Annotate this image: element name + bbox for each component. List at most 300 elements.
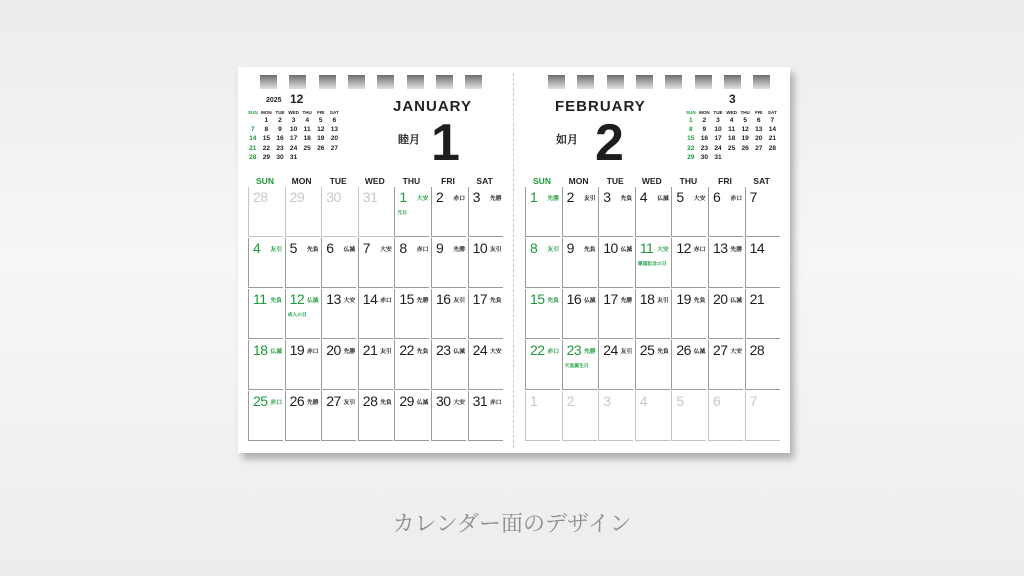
day-cell	[745, 187, 780, 237]
day-number: 25	[639, 342, 655, 358]
mini-day: 12	[741, 126, 749, 134]
day-cell	[708, 238, 743, 288]
day-cell	[468, 187, 503, 237]
mini-day: 28	[768, 144, 777, 152]
big-month-number: 1	[431, 114, 460, 172]
mini-weekday-label: FRI	[755, 110, 763, 115]
mini-day: 1	[264, 117, 269, 124]
day-cell	[525, 187, 560, 237]
mini-day: 2	[702, 117, 707, 124]
day-cell	[671, 340, 706, 390]
rokuyo-label: 先勝	[547, 196, 559, 202]
mini-day: 31	[289, 153, 298, 161]
rokuyo-label: 先負	[693, 298, 706, 304]
mini-day: 11	[728, 126, 736, 134]
binding-hole	[289, 75, 306, 89]
day-number: 27	[326, 393, 341, 409]
rokuyo-label: 先勝	[620, 298, 633, 304]
mini-weekday-label: FRI	[317, 110, 325, 115]
day-number: 7	[749, 393, 757, 409]
day-number: 8	[530, 240, 538, 256]
day-cell	[394, 289, 429, 339]
rokuyo-label: 先負	[547, 298, 559, 304]
day-number: 12	[289, 291, 305, 307]
day-cell	[321, 238, 356, 288]
mini-day: 28	[249, 153, 257, 161]
mini-day: 17	[289, 135, 298, 143]
mini-day: 6	[332, 117, 337, 124]
day-cell	[745, 238, 780, 288]
big-month-number: 2	[595, 114, 624, 172]
day-number: 10	[603, 240, 618, 256]
day-cell	[562, 340, 597, 390]
day-number: 5	[676, 189, 684, 205]
day-number: 3	[603, 393, 611, 409]
rokuyo-label: 赤口	[547, 349, 559, 355]
mini-day: 25	[727, 144, 736, 152]
holiday-label: 天皇誕生日	[564, 364, 589, 369]
rokuyo-label: 友引	[657, 298, 669, 304]
day-cell	[562, 187, 597, 237]
day-number: 30	[326, 189, 341, 205]
rokuyo-label: 先勝	[343, 349, 356, 355]
rokuyo-label: 先勝	[730, 247, 742, 253]
rokuyo-label: 友引	[583, 196, 596, 202]
kanji-month: 如月	[556, 133, 578, 146]
mini-weekday-label: THU	[302, 110, 312, 115]
day-number: 17	[472, 291, 488, 307]
mini-day	[766, 153, 780, 162]
binding-hole	[348, 75, 365, 89]
mini-day: 16	[276, 135, 284, 143]
rokuyo-label: 大安	[657, 247, 669, 253]
day-cell	[468, 340, 503, 390]
calendar-page-february	[514, 67, 790, 453]
mini-weekday-label: THU	[740, 110, 750, 115]
rokuyo-label: 大安	[343, 298, 356, 304]
day-cell	[394, 340, 429, 390]
day-cell	[321, 187, 356, 237]
day-number: 16	[436, 291, 451, 307]
rokuyo-label: 大安	[730, 349, 742, 355]
holiday-label: 建国記念の日	[637, 262, 667, 267]
day-cell	[525, 340, 560, 390]
mini-day: 10	[289, 126, 298, 134]
day-number: 29	[399, 393, 414, 409]
day-number: 4	[639, 393, 648, 409]
binding-holes	[238, 75, 514, 91]
day-cell	[358, 238, 393, 288]
day-number: 2	[436, 189, 444, 205]
mini-day: 22	[687, 144, 695, 152]
binding-holes	[514, 75, 790, 91]
day-number: 13	[326, 291, 341, 307]
day-cell	[358, 289, 393, 339]
rokuyo-label: 仏滅	[620, 247, 633, 253]
day-number: 28	[362, 393, 378, 409]
day-number: 30	[436, 393, 451, 409]
day-number: 7	[362, 240, 371, 256]
mini-day: 14	[249, 135, 257, 143]
mini-day: 23	[700, 144, 709, 152]
day-number: 15	[399, 291, 414, 307]
rokuyo-label: 仏滅	[657, 196, 669, 202]
weekday-fri: FRI	[441, 176, 455, 186]
day-cell	[598, 187, 633, 237]
day-number: 26	[676, 342, 691, 358]
rokuyo-label: 仏滅	[270, 349, 282, 355]
binding-hole	[665, 75, 682, 89]
day-number: 14	[362, 291, 378, 307]
day-cell	[562, 391, 597, 441]
rokuyo-label: 仏滅	[306, 298, 319, 304]
mini-day: 13	[330, 126, 339, 134]
rokuyo-label: 友引	[343, 400, 356, 406]
rokuyo-label: 先負	[416, 349, 429, 355]
weekday-fri: FRI	[718, 176, 732, 186]
day-number: 31	[472, 393, 488, 409]
mini-day: 30	[276, 153, 284, 161]
day-cell	[431, 289, 466, 339]
mini-day: 8	[264, 126, 269, 134]
binding-hole	[636, 75, 653, 89]
day-number: 28	[253, 189, 268, 205]
mini-day: 26	[317, 144, 325, 152]
mini-day: 30	[700, 153, 709, 161]
rokuyo-label: 先勝	[416, 298, 429, 304]
mini-calendar-prev	[246, 93, 341, 162]
day-cell	[745, 340, 780, 390]
weekday-tue: TUE	[329, 176, 347, 186]
day-cell	[321, 340, 356, 390]
binding-hole	[724, 75, 741, 89]
rokuyo-label: 仏滅	[693, 349, 706, 355]
mini-day: 20	[330, 135, 339, 143]
day-number: 29	[289, 189, 305, 205]
weekday-wed: WED	[364, 176, 385, 186]
day-number: 18	[639, 291, 655, 307]
mini-day: 22	[262, 144, 271, 152]
day-cell	[635, 289, 670, 339]
day-cell	[708, 289, 743, 339]
rokuyo-label: 仏滅	[730, 298, 742, 304]
mini-calendar-next	[684, 93, 779, 162]
day-number: 9	[436, 240, 444, 256]
day-cell	[248, 187, 283, 237]
day-cell	[431, 187, 466, 237]
rokuyo-label: 大安	[453, 400, 465, 406]
mini-day	[738, 153, 752, 162]
rokuyo-label: 赤口	[730, 196, 742, 202]
mini-year: 2025	[266, 97, 282, 104]
day-cell	[598, 289, 633, 339]
holiday-label: 元日	[397, 211, 407, 216]
mini-day	[328, 153, 342, 162]
day-number: 9	[566, 240, 574, 256]
day-cell	[468, 391, 503, 441]
day-number: 2	[566, 189, 574, 205]
day-cell	[394, 391, 429, 441]
day-number: 25	[253, 393, 268, 409]
mini-weekday-label: MON	[699, 110, 710, 115]
day-cell	[394, 238, 429, 288]
mini-day: 26	[741, 144, 749, 152]
day-cell	[285, 391, 320, 441]
day-number: 23	[436, 342, 451, 358]
day-number: 4	[639, 189, 648, 205]
day-number: 20	[326, 342, 341, 358]
binding-hole	[377, 75, 394, 89]
mini-day: 13	[755, 126, 763, 134]
rokuyo-label: 友引	[453, 298, 465, 304]
mini-grid	[246, 109, 341, 162]
day-cell	[285, 187, 320, 237]
rokuyo-label: 先勝	[583, 349, 596, 355]
rokuyo-label: 赤口	[270, 400, 282, 406]
weekday-sat: SAT	[753, 176, 770, 186]
rokuyo-label: 大安	[693, 196, 706, 202]
day-number: 31	[362, 189, 378, 205]
month-name: JANUARY	[393, 98, 472, 115]
mini-weekday-label: MON	[261, 110, 272, 115]
rokuyo-label: 赤口	[306, 349, 319, 355]
day-number: 24	[472, 342, 488, 358]
day-cell	[562, 289, 597, 339]
day-number: 22	[399, 342, 414, 358]
rokuyo-label: 赤口	[416, 247, 429, 253]
mini-day: 24	[714, 144, 722, 152]
day-number: 24	[603, 342, 618, 358]
day-cell	[468, 289, 503, 339]
mini-day: 25	[303, 144, 311, 152]
mini-day: 7	[250, 126, 255, 134]
mini-day	[752, 153, 766, 162]
day-number: 11	[253, 291, 267, 307]
rokuyo-label: 先負	[306, 247, 319, 253]
day-cell	[431, 391, 466, 441]
day-cell	[635, 238, 670, 288]
day-cell	[745, 289, 780, 339]
rokuyo-label: 仏滅	[453, 349, 465, 355]
day-number: 6	[713, 393, 721, 409]
rokuyo-label: 先負	[620, 196, 633, 202]
rokuyo-label: 先勝	[489, 196, 502, 202]
rokuyo-label: 赤口	[380, 298, 392, 304]
day-number: 5	[289, 240, 297, 256]
rokuyo-label: 先負	[489, 298, 502, 304]
mini-day: 29	[687, 153, 695, 161]
day-cell	[635, 187, 670, 237]
day-number: 21	[362, 342, 378, 358]
day-cell	[708, 391, 743, 441]
rokuyo-label: 仏滅	[583, 298, 596, 304]
mini-day: 7	[770, 117, 775, 124]
mini-day: 3	[716, 117, 720, 124]
rokuyo-label: 赤口	[693, 247, 706, 253]
day-cell	[358, 340, 393, 390]
day-cell	[358, 187, 393, 237]
rokuyo-label: 先勝	[306, 400, 319, 406]
rokuyo-label: 赤口	[453, 196, 465, 202]
mini-day: 10	[714, 126, 722, 134]
day-cell	[321, 289, 356, 339]
mini-day: 21	[768, 135, 777, 143]
mini-weekday-label: SAT	[767, 110, 777, 115]
mini-day: 21	[249, 144, 257, 152]
mini-day: 20	[755, 135, 763, 143]
mini-day: 9	[702, 126, 707, 134]
mini-day: 24	[289, 144, 298, 152]
weekday-mon: MON	[291, 176, 312, 186]
day-cell	[745, 391, 780, 441]
mini-day: 5	[743, 117, 747, 124]
day-number: 12	[676, 240, 691, 256]
day-cell	[248, 340, 283, 390]
day-number: 1	[530, 393, 538, 409]
mini-day: 19	[741, 135, 749, 143]
binding-hole	[577, 75, 594, 89]
month-name: FEBRUARY	[555, 98, 646, 115]
binding-hole	[753, 75, 770, 89]
day-cell	[635, 340, 670, 390]
day-cell	[598, 391, 633, 441]
binding-hole	[260, 75, 277, 89]
rokuyo-label: 友引	[270, 247, 282, 253]
day-cell	[671, 187, 706, 237]
day-grid	[238, 187, 514, 442]
mini-weekday-label: SAT	[329, 110, 339, 115]
mini-day: 5	[318, 117, 323, 124]
mini-day: 6	[756, 117, 761, 124]
day-cell	[525, 289, 560, 339]
day-number: 20	[713, 291, 728, 307]
day-number: 14	[749, 240, 765, 256]
mini-weekday-label: SUN	[247, 110, 258, 115]
day-grid	[514, 187, 790, 442]
mini-month: 3	[729, 92, 736, 106]
day-number: 5	[676, 393, 684, 409]
mini-weekday-label: TUE	[713, 110, 723, 115]
mini-day	[314, 153, 328, 162]
day-cell	[358, 391, 393, 441]
day-number: 3	[603, 189, 611, 205]
weekday-sat: SAT	[476, 176, 493, 186]
mini-day: 19	[317, 135, 325, 143]
mini-day: 14	[768, 126, 777, 134]
day-cell	[525, 391, 560, 441]
mini-day: 27	[755, 144, 763, 152]
day-cell	[248, 289, 283, 339]
rokuyo-label: 仏滅	[416, 400, 429, 406]
mini-day: 17	[714, 135, 722, 143]
rokuyo-label: 友引	[547, 247, 559, 253]
day-number: 16	[566, 291, 582, 307]
weekday-sun: SUN	[533, 176, 551, 186]
day-cell	[431, 238, 466, 288]
mini-day: 1	[688, 117, 693, 124]
day-cell	[285, 289, 320, 339]
mini-day: 15	[262, 135, 271, 143]
day-number: 17	[603, 291, 618, 307]
mini-day: 27	[330, 144, 339, 152]
rokuyo-label: 友引	[380, 349, 392, 355]
day-cell	[248, 238, 283, 288]
holiday-label: 成人の日	[287, 313, 307, 318]
day-number: 8	[399, 240, 407, 256]
rokuyo-label: 先勝	[453, 247, 465, 253]
day-number: 10	[472, 240, 488, 256]
rokuyo-label: 大安	[380, 247, 392, 253]
day-number: 23	[566, 342, 582, 358]
day-cell	[671, 238, 706, 288]
day-number: 21	[749, 291, 765, 307]
day-number: 11	[639, 240, 654, 256]
kanji-month: 睦月	[398, 133, 420, 146]
day-number: 1	[399, 189, 407, 205]
weekday-wed: WED	[641, 176, 662, 186]
day-number: 19	[676, 291, 691, 307]
day-cell	[708, 187, 743, 237]
mini-day: 9	[278, 126, 282, 134]
day-cell	[598, 238, 633, 288]
mini-day: 31	[714, 153, 722, 161]
mini-day: 12	[317, 126, 325, 134]
mini-day: 4	[729, 117, 734, 124]
mini-day: 16	[700, 135, 709, 143]
day-number: 4	[253, 240, 261, 256]
day-cell	[525, 238, 560, 288]
rokuyo-label: 先負	[583, 247, 596, 253]
mini-day: 4	[305, 117, 309, 124]
day-number: 22	[530, 342, 545, 358]
weekday-sun: SUN	[256, 176, 274, 186]
rokuyo-label: 仏滅	[343, 247, 356, 253]
mini-weekday-label: TUE	[275, 110, 285, 115]
rokuyo-label: 先負	[270, 298, 282, 304]
binding-hole	[436, 75, 453, 89]
day-number: 13	[713, 240, 728, 256]
binding-hole	[607, 75, 624, 89]
binding-hole	[465, 75, 482, 89]
day-cell	[394, 187, 429, 237]
mini-day: 15	[687, 135, 695, 143]
day-number: 6	[326, 240, 334, 256]
mini-day: 18	[727, 135, 736, 143]
mini-day: 29	[262, 153, 271, 161]
day-number: 6	[713, 189, 721, 205]
binding-hole	[407, 75, 424, 89]
mini-day	[300, 153, 314, 162]
weekday-thu: THU	[402, 176, 421, 186]
day-number: 7	[749, 189, 757, 205]
day-cell	[671, 289, 706, 339]
day-cell	[635, 391, 670, 441]
rokuyo-label: 友引	[620, 349, 633, 355]
day-cell	[285, 238, 320, 288]
weekday-thu: THU	[679, 176, 698, 186]
day-number: 2	[566, 393, 574, 409]
rokuyo-label: 先負	[657, 349, 669, 355]
binding-hole	[548, 75, 565, 89]
binding-hole	[695, 75, 712, 89]
day-number: 26	[289, 393, 305, 409]
day-cell	[321, 391, 356, 441]
mini-day: 8	[688, 126, 693, 134]
day-number: 19	[289, 342, 305, 358]
day-number: 15	[530, 291, 545, 307]
mini-day	[725, 153, 739, 162]
mini-weekday-label: WED	[288, 110, 299, 115]
